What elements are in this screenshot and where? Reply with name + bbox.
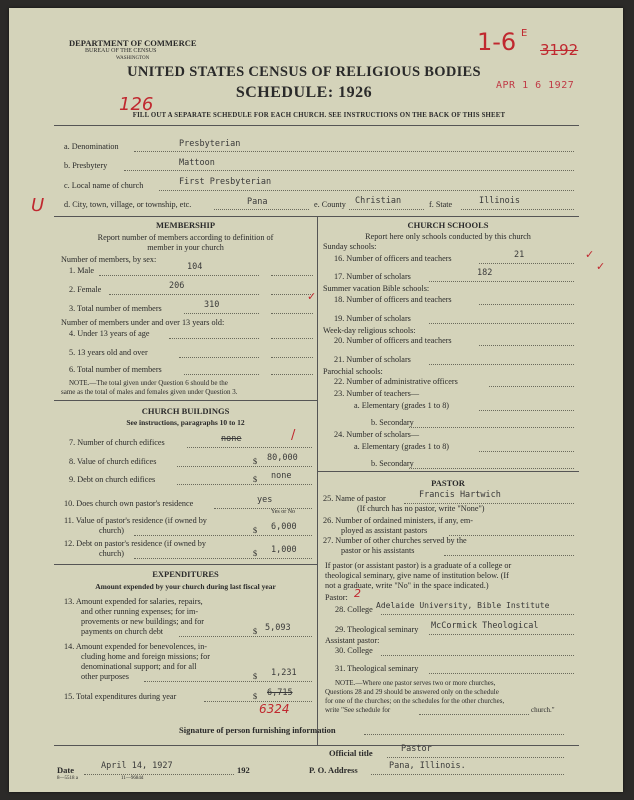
instruction-line: FILL OUT A SEPARATE SCHEDULE FOR EACH CHURCH. SEE INSTRUCTIONS ON THE BACK OF THIS SHEET	[132, 112, 506, 119]
q12-value: 1,000	[271, 545, 297, 555]
q1-label: 1. Male	[69, 266, 95, 275]
q13-label-d: payments on church debt	[81, 627, 164, 636]
q1-value: 104	[187, 262, 203, 272]
q20-label: 20. Number of officers and teachers	[334, 336, 452, 345]
signature-label: Signature of person furnishing information	[179, 725, 336, 735]
pastor-note-4b: church."	[531, 706, 555, 714]
sunday-label: Sunday schools:	[323, 242, 377, 251]
bureau-label: BUREAU OF THE CENSUS	[85, 48, 157, 54]
membership-note-2: same as the total of males and females given under Question 3.	[61, 388, 238, 396]
pastor-note-1: NOTE.—Where one pastor serves two or more churches,	[335, 679, 496, 687]
q15-value: 6,715	[267, 688, 293, 698]
q12-dollar: $	[253, 549, 258, 558]
q30-line	[381, 655, 574, 656]
q11-value: 6,000	[271, 522, 297, 532]
q3-line	[184, 313, 259, 314]
q28-value: Adelaide University, Bible Institute	[376, 601, 550, 610]
q1-line	[99, 275, 259, 276]
q15-label: 15. Total expenditures during year	[64, 692, 177, 701]
state-line	[461, 209, 574, 210]
q11-label-a: 11. Value of pastor's residence (if owned by	[64, 516, 207, 525]
q19-line	[429, 323, 574, 324]
q23a-label: a. Elementary (grades 1 to 8)	[354, 401, 450, 410]
pastor-heading: PASTOR	[431, 478, 465, 488]
state-label: f. State	[429, 200, 453, 209]
q14-label-d: other purposes	[81, 672, 129, 681]
q23b-label: b. Secondary	[371, 418, 414, 427]
q8-label: 8. Value of church edifices	[69, 457, 157, 466]
q7-label: 7. Number of church edifices	[69, 438, 165, 447]
q3-box	[271, 313, 313, 314]
q14-value: 1,231	[271, 668, 297, 678]
q12-label-a: 12. Debt on pastor's residence (if owned by	[64, 539, 206, 548]
q24a-line	[479, 451, 574, 452]
q14-label-a: 14. Amount expended for benevolences, in-	[64, 642, 208, 651]
header-rule	[54, 125, 579, 126]
q25-value: Francis Hartwich	[419, 490, 501, 500]
date-value: April 14, 1927	[101, 761, 173, 771]
q4-box	[271, 338, 313, 339]
q31-line	[429, 673, 574, 674]
address-value: Pana, Illinois.	[389, 761, 466, 771]
q4-label: 4. Under 13 years of age	[69, 329, 150, 338]
q8-dollar: $	[253, 457, 258, 466]
q26-label-b: ployed as assistant pastors	[341, 526, 428, 535]
q16-label: 16. Number of officers and teachers	[334, 254, 452, 263]
red-handwritten-superscript: E	[521, 28, 528, 39]
presbytery-label: b. Presbytery	[64, 161, 108, 170]
q6-line	[184, 374, 259, 375]
address-line	[371, 774, 564, 775]
county-line	[349, 209, 424, 210]
city-label: WASHINGTON	[116, 56, 150, 61]
expenditures-heading: EXPENDITURES	[152, 569, 219, 579]
pastor-sub-label: Pastor:	[325, 593, 348, 602]
q21-line	[429, 364, 574, 365]
q10-label: 10. Does church own pastor's residence	[64, 499, 194, 508]
schools-bottom-rule	[317, 471, 579, 472]
local-name-line	[159, 190, 574, 191]
red-handwritten-u: U	[31, 195, 45, 216]
graduate-note-1: If pastor (or assistant pastor) is a graduate of a college or	[325, 561, 512, 570]
q24a-label: a. Elementary (grades 1 to 8)	[354, 442, 450, 451]
membership-heading: MEMBERSHIP	[155, 220, 216, 230]
red-handwritten-126: 126	[119, 94, 154, 115]
schedule-title: SCHEDULE: 1926	[235, 84, 373, 101]
city-label: d. City, town, village, or township, etc.	[64, 200, 192, 209]
q23a-line	[479, 410, 574, 411]
q13-label-b: and other running expenses; for im-	[81, 607, 199, 616]
q13-value: 5,093	[265, 623, 291, 633]
q14-line	[144, 681, 312, 682]
q17-red-check: ✓	[596, 260, 606, 273]
department-label: DEPARTMENT OF COMMERCE	[69, 38, 197, 48]
yes-no-hint: Yes or No	[271, 509, 296, 515]
q9-label: 9. Debt on church edifices	[69, 475, 156, 484]
q24b-line	[409, 468, 574, 469]
red-handwritten-number: 1-6	[477, 28, 517, 56]
date-line	[84, 774, 234, 775]
by-sex-label: Number of members, by sex:	[61, 255, 157, 264]
address-label: P. O. Address	[309, 765, 358, 775]
city-value: Pana	[247, 197, 268, 207]
q29-line	[429, 634, 574, 635]
buildings-heading: CHURCH BUILDINGS	[141, 406, 230, 416]
denomination-line	[134, 151, 574, 152]
q18-red-check: ✓	[307, 290, 317, 303]
date-year-suffix: 192	[237, 765, 250, 775]
pastor-note-3: for one of the churches; on the schedules for the other churches,	[325, 697, 505, 705]
graduate-note-2: theological seminary, give name of institution below. (If	[325, 571, 509, 580]
q14-label-c: denominational support; and for all	[81, 662, 197, 671]
q2-label: 2. Female	[69, 285, 102, 294]
buildings-bottom-rule	[54, 564, 317, 565]
denomination-label: a. Denomination	[64, 142, 119, 151]
q2-value: 206	[169, 281, 185, 291]
q13-label-c: provements or new buildings; and for	[81, 617, 205, 626]
q31-label: 31. Theological seminary	[335, 664, 419, 673]
q1-box	[271, 275, 313, 276]
q9-dollar: $	[253, 475, 258, 484]
q6-label: 6. Total number of members	[69, 365, 162, 374]
q23b-line	[409, 427, 574, 428]
q23-label: 23. Number of teachers—	[334, 389, 420, 398]
q3-value: 310	[204, 300, 220, 310]
q8-line	[177, 466, 312, 467]
q10-value: yes	[257, 495, 273, 505]
q29-value: McCormick Theological	[431, 621, 539, 631]
q12-line	[134, 558, 312, 559]
q22-label: 22. Number of administrative officers	[334, 377, 458, 386]
q27-line	[444, 555, 574, 556]
q4-line	[169, 338, 259, 339]
q7-value: none	[221, 434, 242, 444]
q30-label: 30. College	[335, 646, 373, 655]
q6-box	[271, 374, 313, 375]
membership-note-1: NOTE.—The total given under Question 6 should be the	[69, 379, 228, 387]
q13-line	[179, 636, 312, 637]
q14-dollar: $	[253, 672, 258, 681]
buildings-sub: See instructions, paragraphs 10 to 12	[126, 418, 245, 427]
q15-dollar: $	[253, 692, 258, 701]
date-label: Date	[57, 765, 74, 775]
pastor-red-mark: 2	[354, 587, 361, 600]
membership-bottom-rule	[54, 400, 317, 401]
q3-label: 3. Total number of members	[69, 304, 162, 313]
q13-dollar: $	[253, 627, 258, 636]
q17-label: 17. Number of scholars	[334, 272, 411, 281]
q25-label: 25. Name of pastor	[323, 494, 386, 503]
form-number-1: 8—5518 a	[57, 776, 78, 781]
q2-line	[109, 294, 259, 295]
q29-label: 29. Theological seminary	[335, 625, 419, 634]
pastor-note-4: write "See schedule for	[325, 706, 391, 714]
city-line	[214, 209, 309, 210]
q20-line	[479, 345, 574, 346]
q18-line	[479, 304, 574, 305]
q9-value: none	[271, 471, 292, 481]
official-title-value: Pastor	[401, 744, 432, 754]
q19-label: 19. Number of scholars	[334, 314, 411, 323]
q15-red-correction: 6324	[259, 702, 290, 716]
q15-line	[204, 701, 312, 702]
q26-label-a: 26. Number of ordained ministers, if any, em-	[323, 516, 473, 525]
form-number-2: 11—9684d	[121, 776, 144, 781]
q8-value: 80,000	[267, 453, 298, 463]
age-header: Number of members under and over 13 years old:	[61, 318, 225, 327]
q11-label-b: church)	[99, 526, 125, 535]
pastor-note-line	[419, 714, 529, 715]
schools-heading: CHURCH SCHOOLS	[407, 220, 489, 230]
summer-label: Summer vacation Bible schools:	[323, 284, 430, 293]
state-value: Illinois	[479, 196, 520, 206]
q28-label: 28. College	[335, 605, 373, 614]
presbytery-value: Mattoon	[179, 158, 215, 168]
graduate-note-3: not a graduate, write "No" in the space indicated.)	[325, 581, 489, 590]
q17-value: 182	[477, 268, 493, 278]
county-value: Christian	[355, 196, 402, 206]
q7-line	[187, 447, 312, 448]
q11-dollar: $	[253, 526, 258, 535]
q14-label-b: cluding home and foreign missions; for	[81, 652, 210, 661]
q5-label: 5. 13 years old and over	[69, 348, 148, 357]
membership-intro-1: Report number of members according to definition of	[97, 233, 274, 242]
q13-label-a: 13. Amount expended for salaries, repairs,	[64, 597, 203, 606]
q9-line	[177, 484, 312, 485]
census-schedule-sheet	[9, 8, 623, 792]
expenditures-sub: Amount expended by your church during last fiscal year	[95, 582, 276, 591]
q27-label-a: 27. Number of other churches served by the	[323, 536, 467, 545]
q26-line	[449, 535, 574, 536]
q21-label: 21. Number of scholars	[334, 355, 411, 364]
grid-bottom-rule	[54, 745, 579, 746]
q22-line	[489, 386, 574, 387]
official-title-line	[387, 757, 564, 758]
local-name-label: c. Local name of church	[64, 181, 144, 190]
local-name-value: First Presbyterian	[179, 177, 272, 187]
denomination-value: Presbyterian	[179, 139, 241, 149]
q16-value: 21	[514, 250, 525, 260]
q28-line	[381, 614, 574, 615]
membership-intro-2: member in your church	[147, 243, 224, 252]
form-title: UNITED STATES CENSUS OF RELIGIOUS BODIES	[127, 64, 481, 80]
schools-intro: Report here only schools conducted by this church	[365, 232, 531, 241]
q16-red-check: ✓	[585, 248, 595, 261]
official-title-label: Official title	[329, 748, 373, 758]
assistant-label: Assistant pastor:	[325, 636, 380, 645]
parochial-label: Parochial schools:	[323, 367, 383, 376]
q25-note: (If church has no pastor, write "None")	[357, 504, 485, 513]
q5-box	[271, 357, 313, 358]
county-label: e. County	[314, 200, 346, 209]
q24b-label: b. Secondary	[371, 459, 414, 468]
presbytery-line	[124, 170, 574, 171]
q12-label-b: church)	[99, 549, 125, 558]
received-date-stamp: APR 1 6 1927	[496, 80, 575, 91]
q27-label-b: pastor or his assistants	[341, 546, 415, 555]
red-handwritten-form-number: 3192	[540, 41, 579, 59]
q5-line	[179, 357, 259, 358]
q18-label: 18. Number of officers and teachers	[334, 295, 452, 304]
q24-label: 24. Number of scholars—	[334, 430, 420, 439]
q11-line	[134, 535, 312, 536]
q7-red-mark: /	[291, 428, 296, 443]
q10-line	[214, 508, 312, 509]
q16-line	[479, 263, 574, 264]
weekday-label: Week-day religious schools:	[323, 326, 416, 335]
signature-line	[364, 734, 564, 735]
pastor-note-2: Questions 28 and 29 should be answered only on the schedule	[325, 688, 499, 696]
q17-line	[429, 281, 574, 282]
